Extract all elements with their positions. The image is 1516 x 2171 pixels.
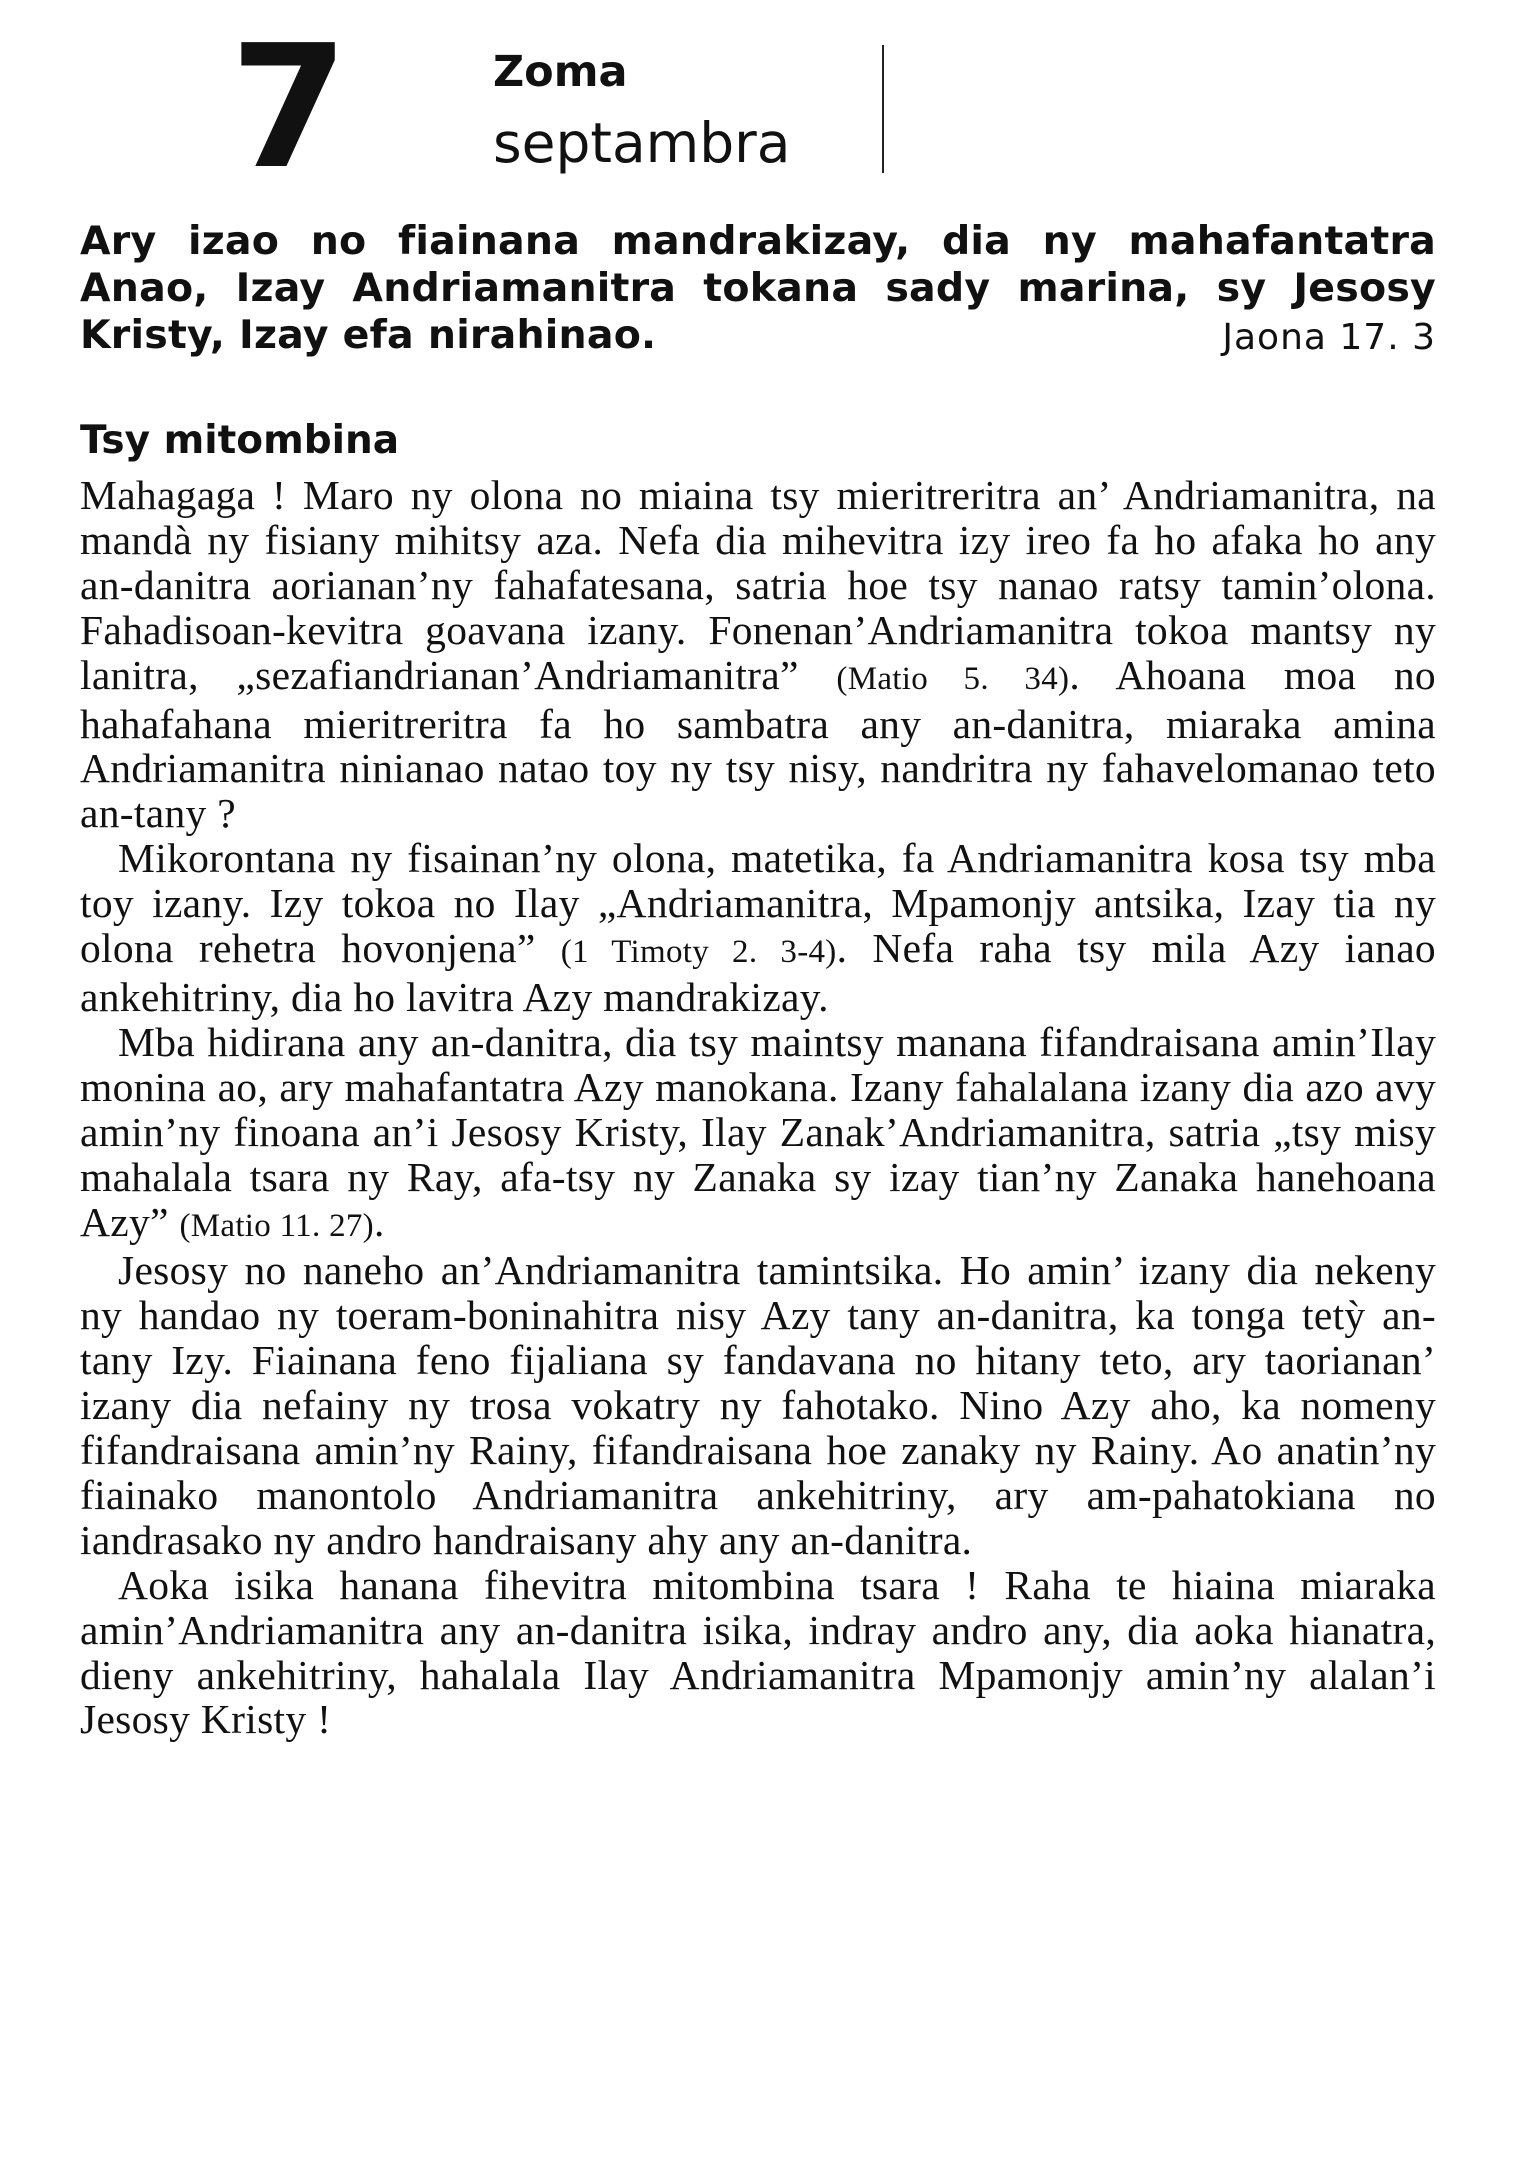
scripture-reference: (Matio 11. 27) — [179, 1207, 374, 1244]
verse-text: Ary izao no fiainana mandrakizay, dia ny mahafantatra Anao, Izay Andriamanitra tokana sady marina, sy Jesosy Kristy, Izay efa nirahinao. — [80, 218, 1436, 358]
paragraph-2: Mikorontana ny fisainan’ny olona, matetika, fa Andriamanitra kosa tsy mba toy izany. Izy tokoa no Ilay „Andriamanitra, Mpamonjy antsika, Izay tia ny olona rehetra hovonjena” (1 Timoty 2. 3-4). Nefa raha tsy mila Azy ianao ankehitriny, dia ho lavitra Azy mandrakizay. — [80, 835, 1436, 1020]
header-divider — [882, 45, 884, 173]
article-body — [80, 473, 1436, 1742]
date-header — [230, 9, 890, 207]
paragraph-5: Aoka isika hanana fihevitra mitombina tsara ! Raha te hiaina miaraka amin’Andriamanitra any an-danitra isika, indray andro any, dia aoka hianatra, dieny ankehitriny, hahalala Ilay Andriamanitra Mpamonjy amin’ny alalan’i Jesosy Kristy ! — [80, 1561, 1436, 1743]
paragraph-4: Jesosy no naneho an’Andriamanitra tamintsika. Ho amin’ izany dia nekeny ny handao ny toeram-boninahitra nisy Azy tany an-danitra, ka tonga tetỳ an-tany Izy. Fiainana feno fijaliana sy fandavana no hitany teto, ary taorianan’ izany dia nefainy ny trosa vokatry ny fahotako. Nino Azy aho, ka nomeny fifandraisana amin’ny Rainy, fifandraisana hoe zanaky ny Rainy. Ao anatin’ny fiainako manontolo Andriamanitra ankehitriny, ary am-pahatokiana no iandrasako ny andro handraisany ahy any an-danitra. — [80, 1247, 1436, 1563]
day-number: 7 — [230, 9, 345, 207]
month-label: septambra — [493, 111, 791, 175]
daily-verse — [80, 218, 1436, 361]
weekday-label: Zoma — [493, 47, 628, 97]
paragraph-3: Mba hidirana any an-danitra, dia tsy maintsy manana fifandraisana amin’Ilay monina ao, ary mahafantatra Azy manokana. Izany fahalalana izany dia azo avy amin’ny finoana an’i Jesosy Kristy, Ilay Zanak’Andriamanitra, satria „tsy misy mahalala tsara ny Ray, afa-tsy ny Zanaka sy izay tian’ny Zanaka hanehoana Azy” (Matio 11. 27). — [80, 1018, 1436, 1245]
paragraph-1: Mahagaga ! Maro ny olona no miaina tsy mieritreritra an’ Andriamanitra, na mandà ny fisiany mihitsy aza. Nefa dia mihevitra izy ireo fa ho afaka ho any an-danitra aorianan’ny fahafatesana, satria hoe tsy nanao ratsy tamin’olona. Fahadisoan-kevitra goavana izany. Fonenan’Andriamanitra tokoa mantsy ny lanitra, „sezafiandrianan’Andriamanitra” (Matio 5. 34). Ahoana moa no hahafahana mieritreritra fa ho sambatra any an-danitra, miaraka amina Andriamanitra ninianao natao toy ny tsy nisy, nandritra ny fahavelomanao teto an-tany ? — [80, 472, 1436, 837]
scripture-reference: (1 Timoty 2. 3-4) — [560, 934, 837, 971]
scripture-reference: (Matio 5. 34) — [836, 660, 1070, 697]
verse-reference: Jaona 17. 3 — [1222, 317, 1436, 358]
section-title: Tsy mitombina — [80, 418, 400, 463]
